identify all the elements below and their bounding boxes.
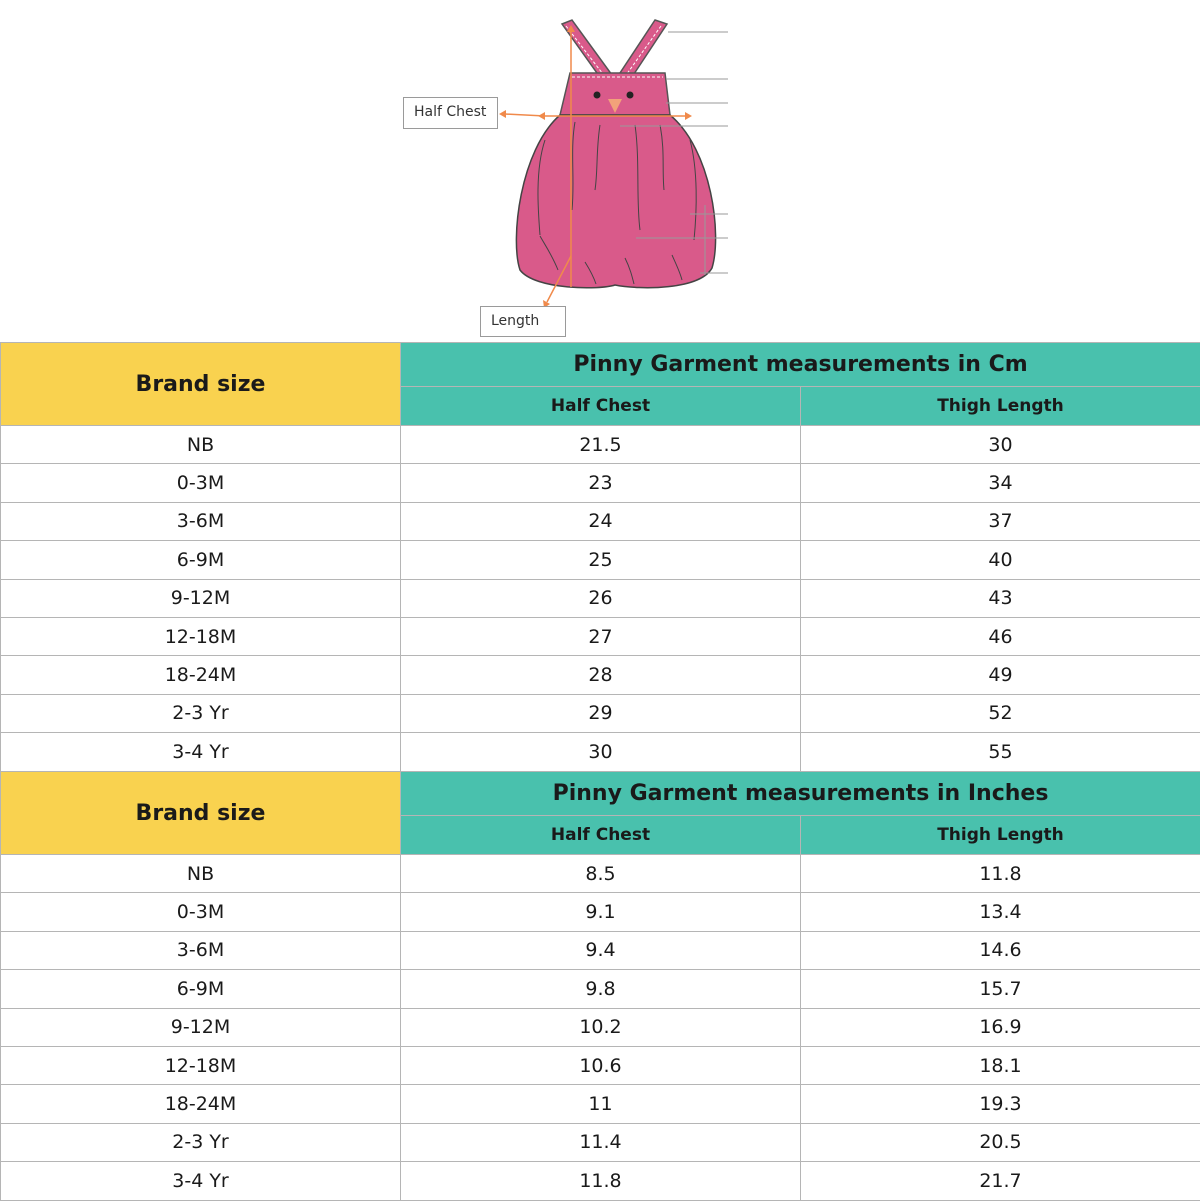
table-row	[1, 855, 1200, 893]
thigh-length-cell: 49	[801, 656, 1200, 694]
half-chest-cell: 30	[401, 733, 801, 771]
table-row	[1, 893, 1200, 931]
length-callout: Length	[480, 306, 566, 337]
half-chest-cell: 10.6	[401, 1046, 801, 1084]
table-row	[1, 502, 1200, 540]
thigh-length-cell: 34	[801, 464, 1200, 502]
thigh-length-cell: 52	[801, 694, 1200, 732]
thigh-length-cell: 20.5	[801, 1123, 1200, 1161]
table-row	[1, 1162, 1200, 1200]
size-cell: NB	[1, 426, 401, 464]
size-cell: 2-3 Yr	[1, 694, 401, 732]
size-cell: 0-3M	[1, 893, 401, 931]
half-chest-cell: 9.4	[401, 931, 801, 969]
half-chest-cell: 9.8	[401, 970, 801, 1008]
thigh-length-cell: 37	[801, 502, 1200, 540]
table-row	[1, 1046, 1200, 1084]
thigh-length-cell: 13.4	[801, 893, 1200, 931]
size-cell: 6-9M	[1, 970, 401, 1008]
thigh-length-cell: 21.7	[801, 1162, 1200, 1200]
size-cell: 3-6M	[1, 931, 401, 969]
half-chest-cell: 23	[401, 464, 801, 502]
half-chest-cell: 25	[401, 541, 801, 579]
brand-size-header: Brand size	[1, 772, 401, 855]
table-row	[1, 541, 1200, 579]
size-table-cm	[0, 342, 1200, 772]
half-chest-cell: 11	[401, 1085, 801, 1123]
table-row	[1, 464, 1200, 502]
size-cell: 3-6M	[1, 502, 401, 540]
thigh-length-cell: 11.8	[801, 855, 1200, 893]
thigh-length-cell: 30	[801, 426, 1200, 464]
table-row	[1, 1085, 1200, 1123]
half-chest-cell: 28	[401, 656, 801, 694]
half-chest-cell: 24	[401, 502, 801, 540]
table-row	[1, 733, 1200, 771]
table-row	[1, 656, 1200, 694]
thigh-length-cell: 14.6	[801, 931, 1200, 969]
half-chest-cell: 9.1	[401, 893, 801, 931]
size-table-inches	[0, 771, 1200, 1201]
thigh-length-cell: 43	[801, 579, 1200, 617]
table-row	[1, 970, 1200, 1008]
thigh-length-cell: 55	[801, 733, 1200, 771]
half-chest-cell: 11.8	[401, 1162, 801, 1200]
size-cell: 18-24M	[1, 656, 401, 694]
table-row	[1, 426, 1200, 464]
column-header-thigh-length: Thigh Length	[801, 816, 1200, 855]
size-cell: 6-9M	[1, 541, 401, 579]
half-chest-cell: 26	[401, 579, 801, 617]
brand-size-header: Brand size	[1, 343, 401, 426]
thigh-length-cell: 19.3	[801, 1085, 1200, 1123]
thigh-length-cell: 46	[801, 617, 1200, 655]
size-cell: 0-3M	[1, 464, 401, 502]
size-cell: NB	[1, 855, 401, 893]
column-header-half-chest: Half Chest	[401, 816, 801, 855]
half-chest-cell: 21.5	[401, 426, 801, 464]
table-row	[1, 579, 1200, 617]
size-cell: 2-3 Yr	[1, 1123, 401, 1161]
table-row	[1, 1123, 1200, 1161]
half-chest-cell: 10.2	[401, 1008, 801, 1046]
column-header-thigh-length: Thigh Length	[801, 387, 1200, 426]
thigh-length-cell: 18.1	[801, 1046, 1200, 1084]
garment-figure	[0, 0, 1200, 342]
size-cell: 9-12M	[1, 1008, 401, 1046]
half-chest-cell: 11.4	[401, 1123, 801, 1161]
half-chest-cell: 29	[401, 694, 801, 732]
table-row	[1, 931, 1200, 969]
column-header-half-chest: Half Chest	[401, 387, 801, 426]
table-title: Pinny Garment measurements in Inches	[401, 772, 1200, 816]
size-cell: 18-24M	[1, 1085, 401, 1123]
size-cell: 12-18M	[1, 1046, 401, 1084]
thigh-length-cell: 40	[801, 541, 1200, 579]
pinny-garment-illustration	[0, 0, 1200, 342]
size-cell: 3-4 Yr	[1, 1162, 401, 1200]
half-chest-callout: Half Chest	[403, 97, 498, 129]
size-cell: 12-18M	[1, 617, 401, 655]
size-cell: 3-4 Yr	[1, 733, 401, 771]
half-chest-cell: 8.5	[401, 855, 801, 893]
size-cell: 9-12M	[1, 579, 401, 617]
thigh-length-cell: 15.7	[801, 970, 1200, 1008]
table-row	[1, 617, 1200, 655]
table-row	[1, 694, 1200, 732]
half-chest-cell: 27	[401, 617, 801, 655]
table-row	[1, 1008, 1200, 1046]
table-title: Pinny Garment measurements in Cm	[401, 343, 1200, 387]
thigh-length-cell: 16.9	[801, 1008, 1200, 1046]
